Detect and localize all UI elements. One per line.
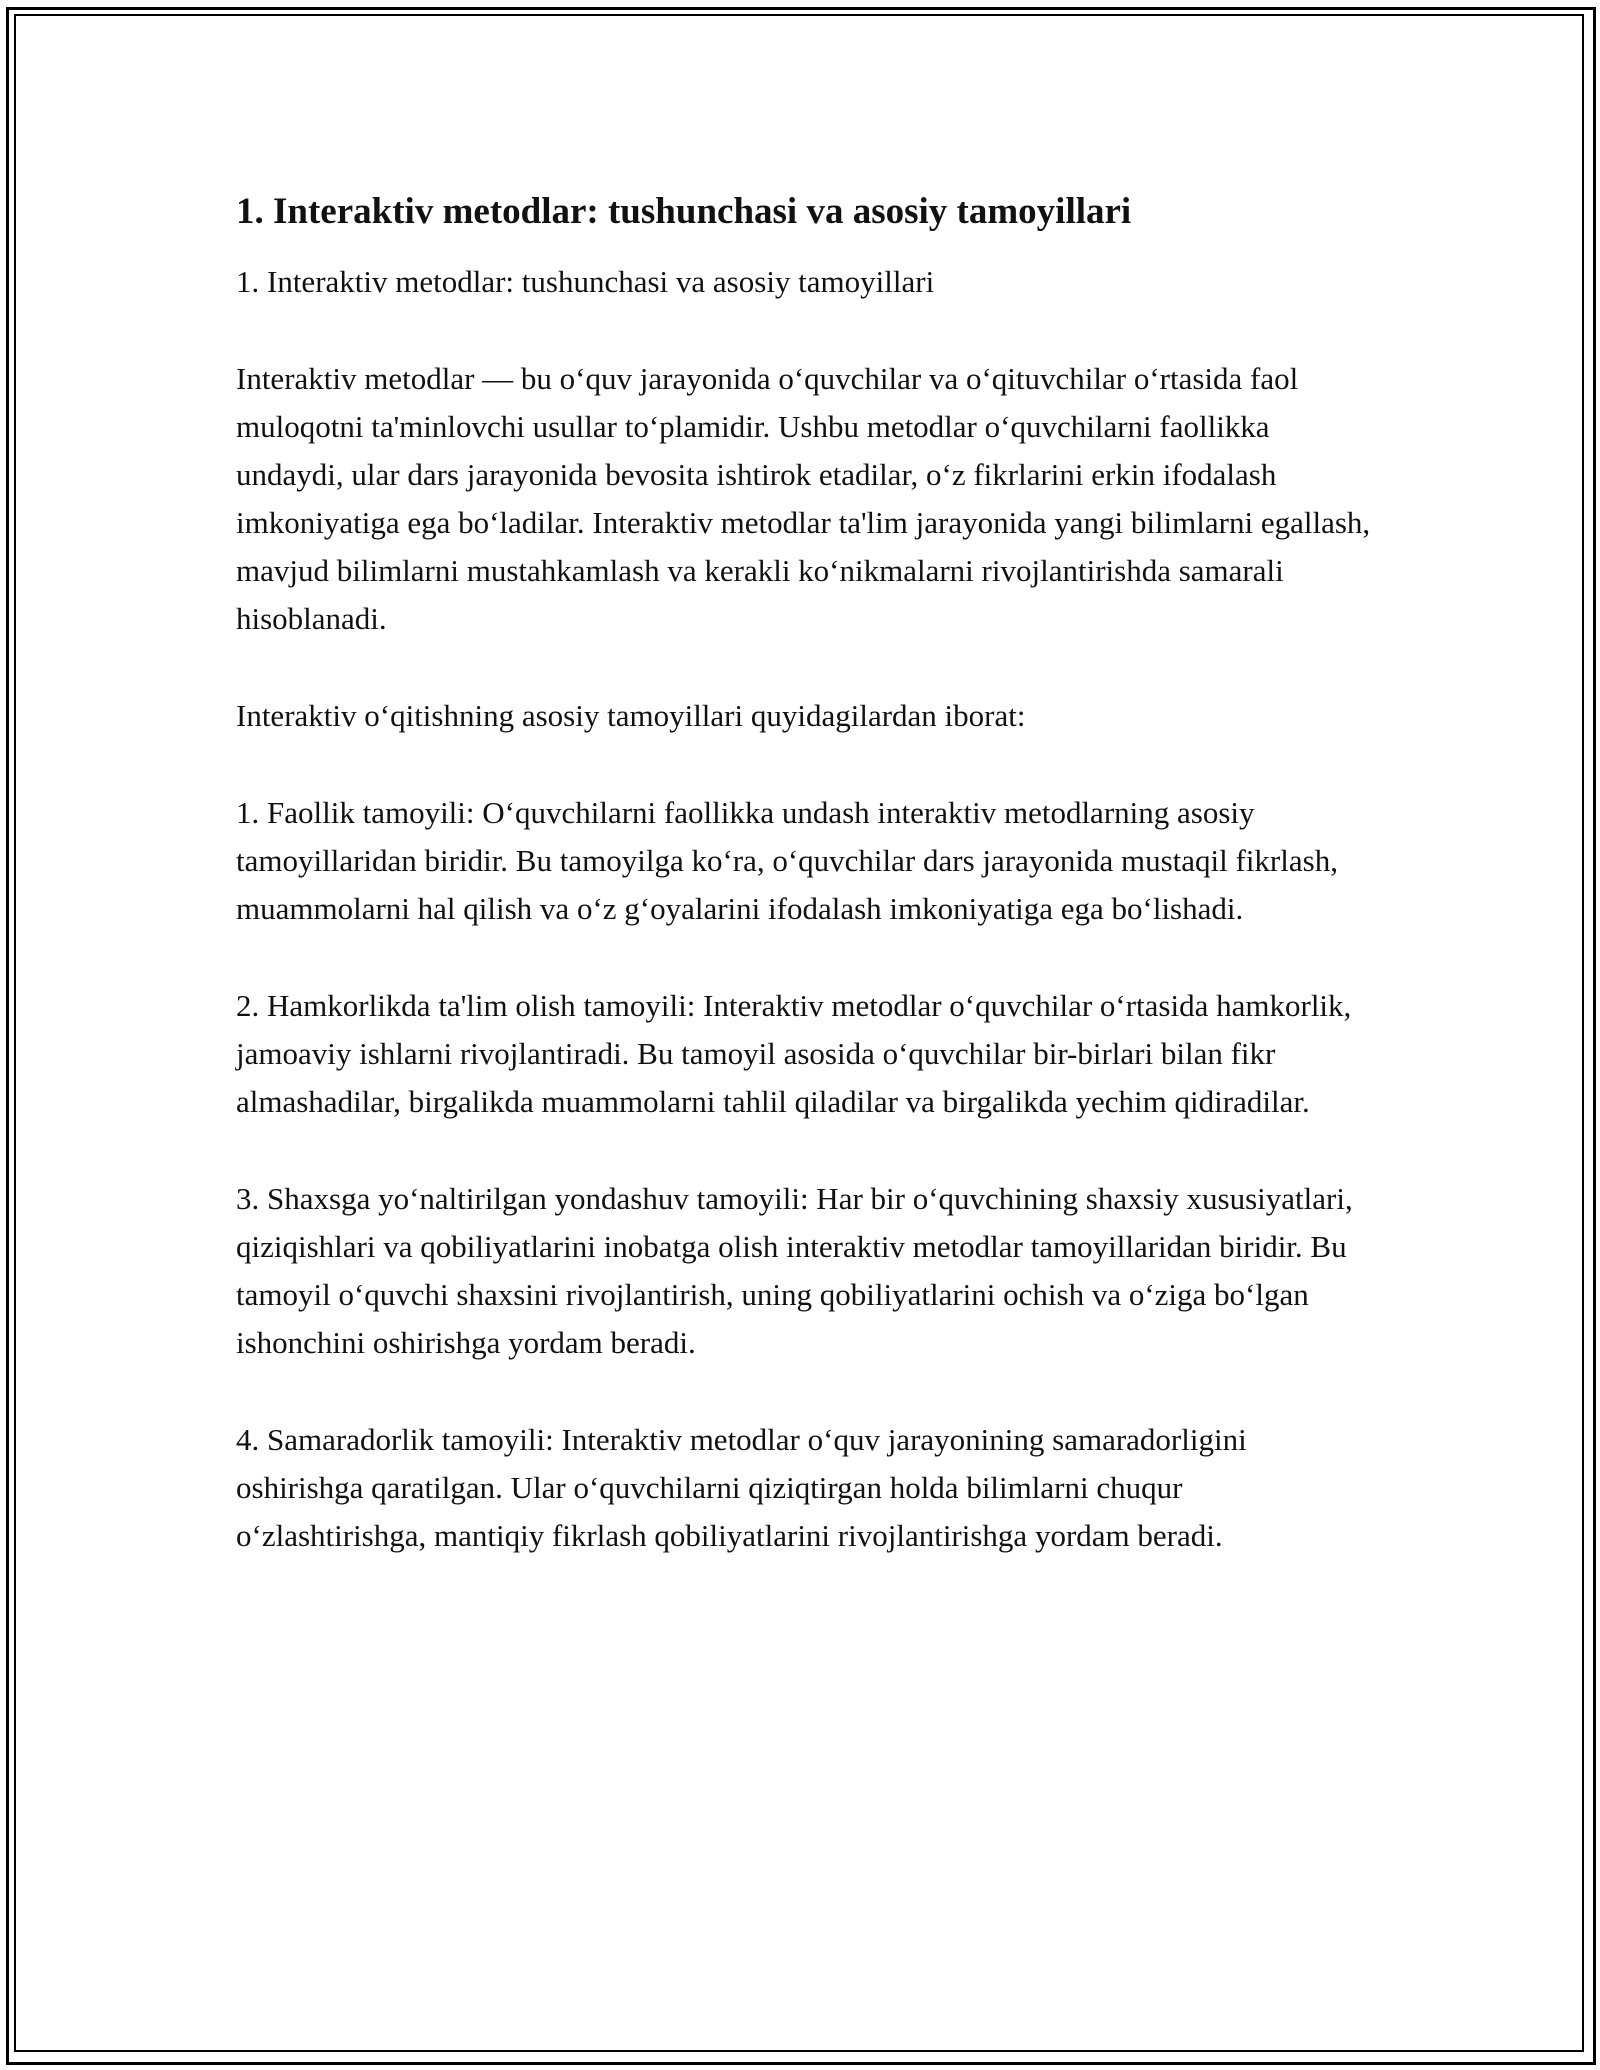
document-title: 1. Interaktiv metodlar: tushunchasi va asosiy tamoyillari xyxy=(236,191,1132,232)
paragraph-principle-effectiveness: 4. Samaradorlik tamoyili: Interaktiv metodlar o‘quv jarayonining samaradorligini oshirishga qaratilgan. Ular o‘quvchilarni qiziqtirgan holda bilimlarni chuqur o‘zlashtirishga, mantiqiy fikrlash qobiliyatlarini rivojlantirishga yordam beradi. xyxy=(236,1422,1247,1553)
paragraph-principles-intro: Interaktiv o‘qitishning asosiy tamoyillari quyidagilardan iborat: xyxy=(236,698,1026,733)
paragraph-principle-activity: 1. Faollik tamoyili: O‘quvchilarni faollikka undash interaktiv metodlarning asosiy tamoyillaridan biridir. Bu tamoyilga ko‘ra, o‘quvchilar dars jarayonida mustaqil fikrlash, muammolarni hal qilish va o‘z g‘oyalarini ifodalash imkoniyatiga ega bo‘lishadi. xyxy=(236,795,1338,926)
paragraph-principle-cooperation: 2. Hamkorlikda ta'lim olish tamoyili: Interaktiv metodlar o‘quvchilar o‘rtasida hamkorlik, jamoaviy ishlarni rivojlantiradi. Bu tamoyil asosida o‘quvchilar bir-birlari bilan fikr almashadilar, birgalikda muammolarni tahlil qiladilar va birgalikda yechim qidiradilar. xyxy=(236,988,1352,1119)
document-body xyxy=(236,188,1376,1609)
paragraph-principle-personal: 3. Shaxsga yo‘naltirilgan yondashuv tamoyili: Har bir o‘quvchining shaxsiy xususiyatlari, qiziqishlari va qobiliyatlarini inobatga olish interaktiv metodlar tamoyillaridan biridir. Bu tamoyil o‘quvchi shaxsini rivojlantirish, uning qobiliyatlarini ochish va o‘ziga bo‘lgan ishonchini oshirishga yordam beradi. xyxy=(236,1181,1353,1360)
paragraph-subtitle: 1. Interaktiv metodlar: tushunchasi va asosiy tamoyillari xyxy=(236,264,935,299)
paragraph-definition: Interaktiv metodlar — bu o‘quv jarayonida o‘quvchilar va o‘qituvchilar o‘rtasida faol muloqotni ta'minlovchi usullar to‘plamidir. Ushbu metodlar o‘quvchilarni faollikka undaydi, ular dars jarayonida bevosita ishtirok etadilar, o‘z fikrlarini erkin ifodalash imkoniyatiga ega bo‘ladilar. Interaktiv metodlar ta'lim jarayonida yangi bilimlarni egallash, mavjud bilimlarni mustahkamlash va kerakli ko‘nikmalarni rivojlantirishda samarali hisoblanadi. xyxy=(236,361,1371,636)
